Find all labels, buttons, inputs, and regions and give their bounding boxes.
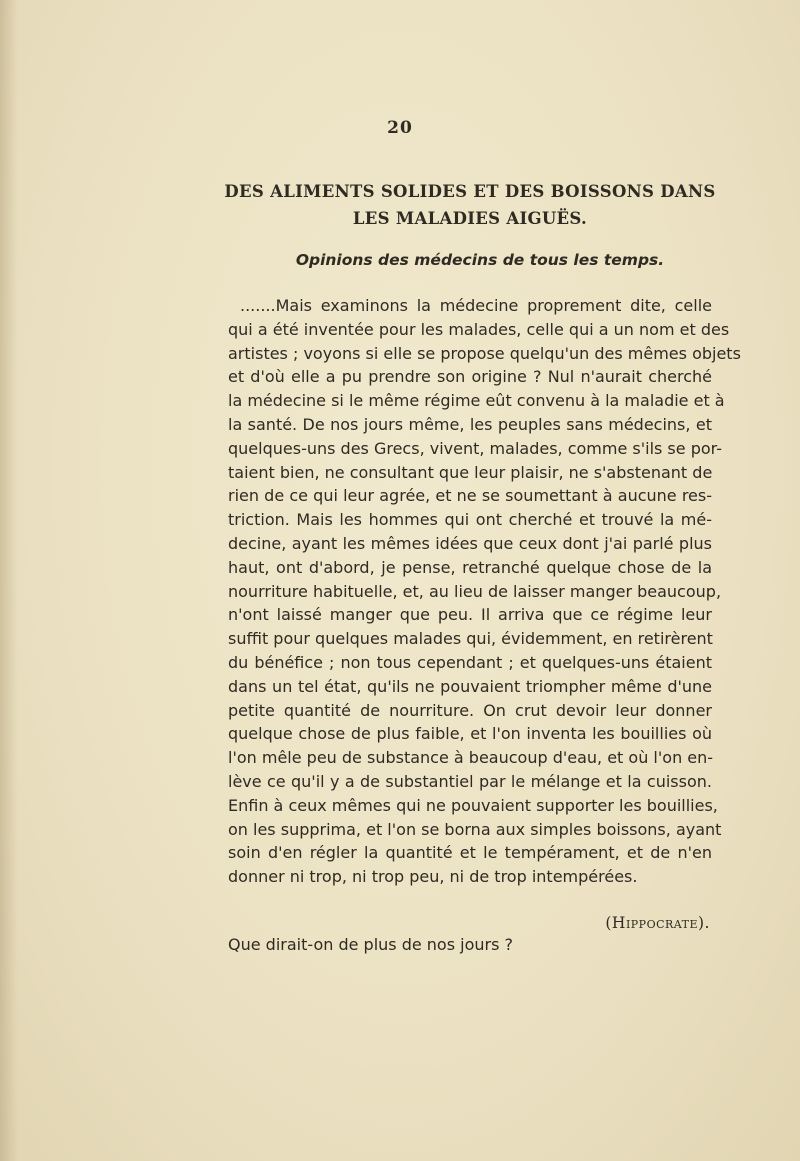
body-line: la santé. De nos jours même, les peuples sans médecins, et bbox=[228, 414, 712, 434]
chapter-title bbox=[200, 178, 740, 232]
body-line: donner ni trop, ni trop peu, ni de trop intempérées. bbox=[228, 867, 638, 887]
body-line: dans un tel état, qu'ils ne pouvaient triompher même d'une bbox=[228, 676, 712, 696]
body-line: triction. Mais les hommes qui ont cherché et trouvé la mé- bbox=[228, 510, 712, 530]
body-line: soin d'en régler la quantité et le tempérament, et de n'en bbox=[228, 843, 712, 863]
body-line: rien de ce qui leur agrée, et ne se soumettant à aucune res- bbox=[228, 486, 712, 506]
body-line: la médecine si le même régime eût convenu à la maladie et à bbox=[228, 391, 725, 411]
body-line: taient bien, ne consultant que leur plaisir, ne s'abstenant de bbox=[228, 462, 713, 482]
body-line: suffit pour quelques malades qui, évidemment, en retirèrent bbox=[228, 629, 713, 649]
body-line: qui a été inventée pour les malades, celle qui a un nom et des bbox=[228, 319, 730, 339]
body-line: lève ce qu'il y a de substantiel par le mélange et la cuisson. bbox=[228, 771, 712, 791]
chapter-title-line-2: LES MALADIES AIGUËS. bbox=[352, 209, 588, 228]
body-line: haut, ont d'abord, je pense, retranché quelque chose de la bbox=[228, 557, 712, 577]
body-line: et d'où elle a pu prendre son origine ? Nul n'aurait cherché bbox=[228, 367, 712, 387]
body-line: du bénéfice ; non tous cependant ; et quelques-uns étaient bbox=[228, 652, 712, 672]
body-line: quelques-uns des Grecs, vivent, malades, comme s'ils se por- bbox=[228, 438, 722, 458]
page-number: 20 bbox=[387, 118, 413, 138]
body-line: Enfin à ceux mêmes qui ne pouvaient supporter les bouillies, bbox=[228, 795, 718, 815]
body-line: quelque chose de plus faible, et l'on inventa les bouillies où bbox=[228, 724, 712, 744]
body-line: .......Mais examinons la médecine proprement dite, celle bbox=[240, 296, 712, 315]
body-line: petite quantité de nourriture. On crut devoir leur donner bbox=[228, 700, 712, 720]
section-subtitle: Opinions des médecins de tous les temps. bbox=[295, 251, 665, 269]
chapter-title-line-1: DES ALIMENTS SOLIDES ET DES BOISSONS DANS bbox=[224, 182, 716, 201]
body-line: on les supprima, et l'on se borna aux simples boissons, ayant bbox=[228, 819, 722, 839]
body-line: nourriture habituelle, et, au lieu de laisser manger beaucoup, bbox=[228, 581, 722, 601]
body-line: decine, ayant les mêmes idées que ceux dont j'ai parlé plus bbox=[228, 533, 712, 553]
body-line: artistes ; voyons si elle se propose quelqu'un des mêmes objets bbox=[228, 343, 741, 363]
closing-question: Que dirait-on de plus de nos jours ? bbox=[228, 935, 514, 954]
body-paragraph bbox=[228, 294, 741, 889]
body-line: n'ont laissé manger que peu. Il arriva que ce régime leur bbox=[228, 605, 712, 625]
quote-attribution: (Hippocrate). bbox=[605, 914, 710, 932]
body-line: l'on mêle peu de substance à beaucoup d'eau, et où l'on en- bbox=[228, 748, 714, 768]
page-edge-shadow bbox=[0, 0, 18, 1161]
